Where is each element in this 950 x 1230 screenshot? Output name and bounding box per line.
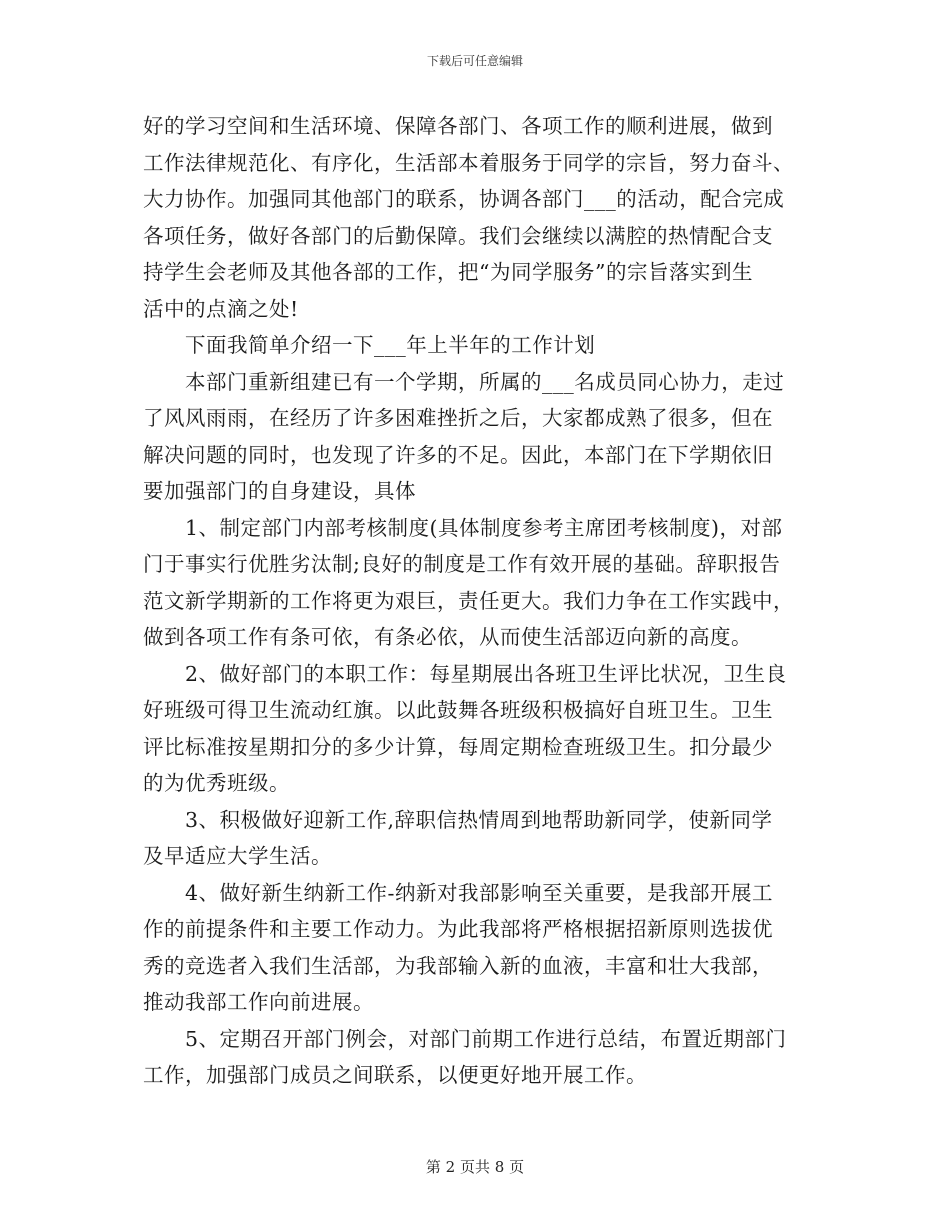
text-line: 5、定期召开部门例会，对部门前期工作进行总结，布置近期部门 (143, 1026, 787, 1051)
text-line: 下面我简单介绍一下___年上半年的工作计划 (143, 333, 596, 357)
text-line: 4、做好新生纳新工作-纳新对我部影响至关重要，是我部开展工 (143, 880, 773, 905)
text-line: 做到各项工作有条可依，有条必依，从而使生活部迈向新的高度。 (143, 625, 752, 649)
text-line: 持学生会老师及其他各部的工作，把“为同学服务”的宗旨落实到生 (143, 260, 753, 284)
paragraph-item-2 (143, 656, 813, 802)
text-line: 本部门重新组建已有一个学期，所属的___名成员同心协力，走过 (143, 369, 785, 394)
text-line: 作的前提条件和主要工作动力。为此我部将严格根据招新原则选拔优 (143, 917, 773, 941)
text-line: 大力协作。加强同其他部门的联系，协调各部门___的活动，配合完成 (143, 187, 785, 211)
paragraph-item-3 (143, 802, 813, 875)
text-line: 及早适应大学生活。 (143, 844, 332, 868)
text-line: 秀的竞选者入我们生活部，为我部输入新的血液，丰富和壮大我部， (143, 953, 773, 978)
text-line: 好的学习空间和生活环境、保障各部门、各项工作的顺利进展，做到 (143, 114, 773, 138)
page-footer: 第 2 页共 8 页 (425, 1158, 525, 1176)
paragraph-item-1 (143, 510, 813, 656)
text-line: 解决问题的同时，也发现了许多的不足。因此，本部门在下学期依旧 (143, 442, 773, 467)
page-header: 下载后可任意编辑 (426, 54, 523, 68)
paragraph-item-5 (143, 1021, 813, 1094)
paragraph-item-4 (143, 875, 813, 1021)
text-line: 评比标准按星期扣分的多少计算，每周定期检查班级卫生。扣分最少 (143, 734, 773, 759)
text-line: 1、制定部门内部考核制度(具体制度参考主席团考核制度)，对部 (143, 515, 783, 540)
document-body (143, 108, 813, 1094)
text-line: 了风风雨雨，在经历了许多困难挫折之后，大家都成熟了很多，但在 (143, 406, 773, 430)
text-line: 2、做好部门的本职工作：每星期展出各班卫生评比状况，卫生良 (143, 661, 787, 686)
text-line: 各项任务，做好各部门的后勤保障。我们会继续以满腔的热情配合支 (143, 223, 773, 248)
paragraph-department (143, 364, 813, 510)
text-line: 活中的点滴之处! (143, 296, 299, 321)
text-line: 范文新学期新的工作将更为艰巨，责任更大。我们力争在工作实践中， (143, 588, 794, 613)
text-line: 门于事实行优胜劣汰制;良好的制度是工作有效开展的基础。辞职报告 (143, 552, 781, 576)
paragraph-intro (143, 108, 813, 327)
text-line: 要加强部门的自身建设，具体 (143, 479, 416, 503)
text-line: 工作，加强部门成员之间联系，以便更好地开展工作。 (143, 1063, 647, 1087)
text-line: 的为优秀班级。 (143, 771, 290, 795)
text-line: 好班级可得卫生流动红旗。以此鼓舞各班级积极搞好自班卫生。卫生 (143, 698, 773, 722)
text-line: 3、积极做好迎新工作,辞职信热情周到地帮助新同学，使新同学 (143, 807, 773, 832)
paragraph-plan-intro (143, 327, 813, 364)
text-line: 工作法律规范化、有序化，生活部本着服务于同学的宗旨，努力奋斗、 (143, 150, 794, 175)
text-line: 推动我部工作向前进展。 (143, 990, 374, 1014)
